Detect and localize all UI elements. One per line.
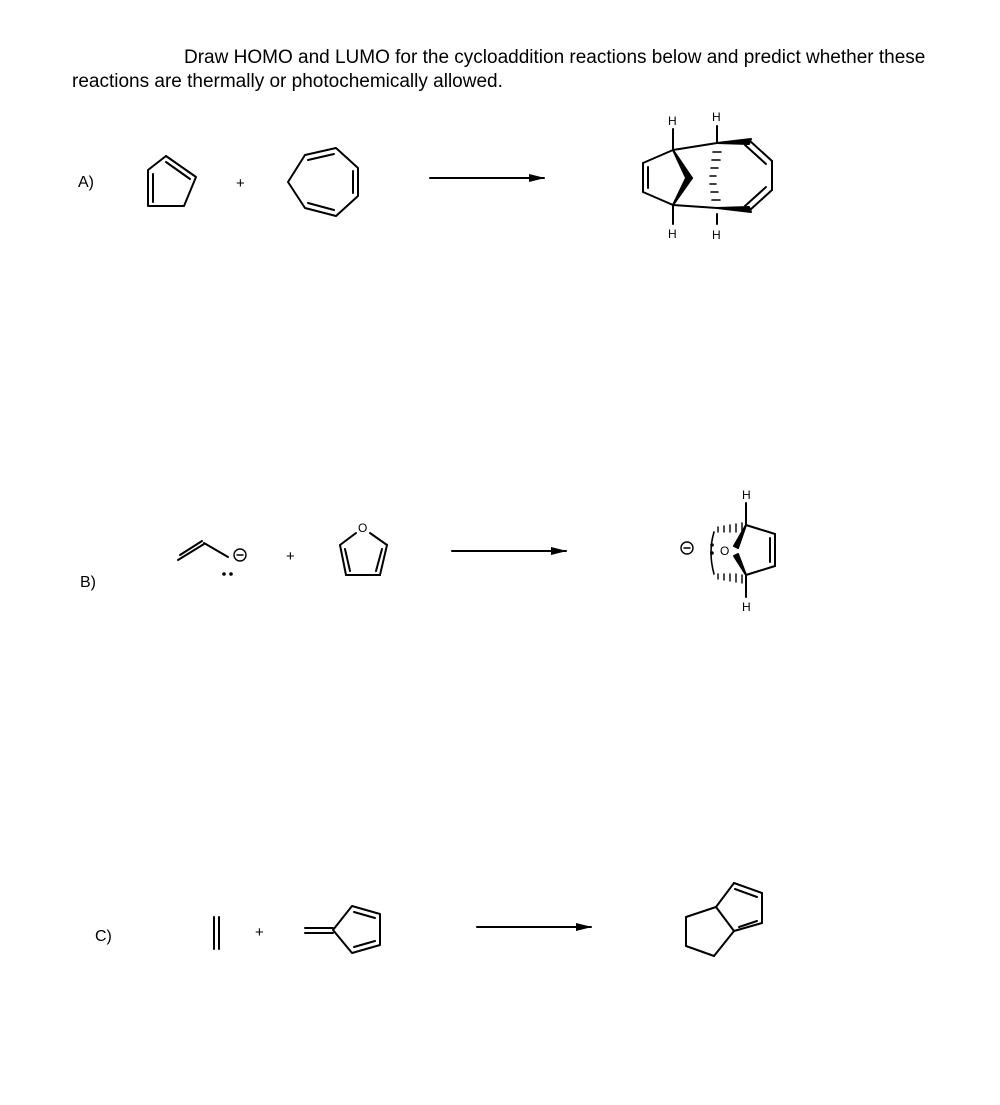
lone-pair-dot: [222, 572, 226, 576]
reaction-a-label: A): [78, 174, 94, 191]
reaction-c-label: C): [95, 928, 112, 945]
product-b-h-bottom: H: [742, 600, 751, 614]
product-a-hashed-bonds: [710, 152, 721, 200]
plus-sign-a: +: [236, 175, 245, 192]
furan: [340, 533, 387, 575]
cyclopentadiene-a: [148, 156, 196, 206]
lone-pair-dot: [710, 551, 714, 555]
allyl-anion: [178, 541, 228, 560]
product-a-h-bottom-right: H: [712, 228, 721, 242]
product-b-h-top: H: [742, 488, 751, 502]
product-c: [686, 883, 762, 956]
ethylene: [214, 917, 219, 949]
product-a: [643, 126, 772, 224]
lone-pair-dot: [710, 543, 714, 547]
plus-sign-c: +: [255, 924, 264, 941]
question-text: Draw HOMO and LUMO for the cycloaddition reactions below and predict whether these reactions are thermally or photochemically allowed.: [72, 47, 926, 92]
product-a-h-top-right: H: [712, 110, 721, 124]
plus-sign-b: +: [286, 548, 295, 565]
product-b-charge: [681, 542, 693, 554]
product-b-oxygen: O: [720, 544, 730, 558]
cycloheptatriene-a: [288, 148, 358, 216]
furan-oxygen: O: [358, 521, 368, 535]
product-a-h-top-left: H: [668, 114, 677, 128]
fulvene: [305, 906, 380, 953]
lone-pair-dot: [229, 572, 233, 576]
product-a-h-bottom-left: H: [668, 227, 677, 241]
reaction-b-label: B): [80, 574, 96, 591]
allyl-charge: [234, 549, 246, 561]
